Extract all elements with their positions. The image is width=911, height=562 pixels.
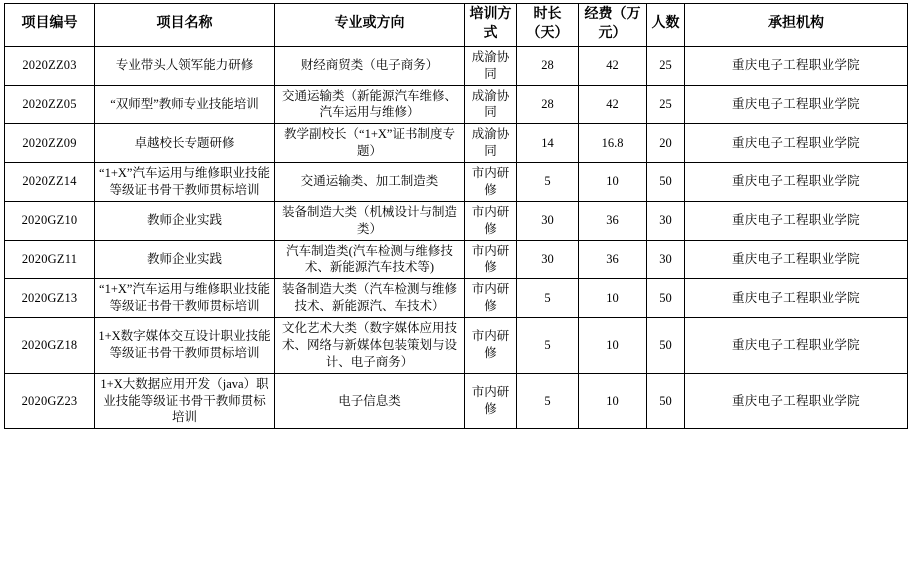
cell-project-name: “1+X”汽车运用与维修职业技能等级证书骨干教师贯标培训 bbox=[95, 163, 275, 202]
table-row bbox=[5, 124, 908, 163]
cell-project-name: 1+X数字媒体交互设计职业技能等级证书骨干教师贯标培训 bbox=[95, 318, 275, 374]
cell-project-name: 卓越校长专题研修 bbox=[95, 124, 275, 163]
cell-duration: 30 bbox=[517, 201, 579, 240]
cell-organization: 重庆电子工程职业学院 bbox=[685, 240, 908, 279]
column-header-training-mode: 培训方式 bbox=[465, 4, 517, 47]
cell-major: 文化艺术大类（数字媒体应用技术、网络与新媒体包装策划与设计、电子商务） bbox=[275, 318, 465, 374]
cell-duration: 28 bbox=[517, 46, 579, 85]
table-row bbox=[5, 201, 908, 240]
cell-training-mode: 市内研修 bbox=[465, 201, 517, 240]
cell-project-id: 2020GZ23 bbox=[5, 373, 95, 429]
cell-headcount: 20 bbox=[647, 124, 685, 163]
cell-project-name: “1+X”汽车运用与维修职业技能等级证书骨干教师贯标培训 bbox=[95, 279, 275, 318]
table-row bbox=[5, 279, 908, 318]
cell-project-name: 教师企业实践 bbox=[95, 240, 275, 279]
cell-project-name: 教师企业实践 bbox=[95, 201, 275, 240]
column-header-project-name: 项目名称 bbox=[95, 4, 275, 47]
cell-training-mode: 市内研修 bbox=[465, 240, 517, 279]
cell-training-mode: 成渝协同 bbox=[465, 46, 517, 85]
cell-funding: 36 bbox=[579, 240, 647, 279]
cell-major: 交通运输类、加工制造类 bbox=[275, 163, 465, 202]
cell-organization: 重庆电子工程职业学院 bbox=[685, 163, 908, 202]
cell-training-mode: 成渝协同 bbox=[465, 85, 517, 124]
cell-training-mode: 市内研修 bbox=[465, 318, 517, 374]
cell-duration: 5 bbox=[517, 318, 579, 374]
cell-funding: 36 bbox=[579, 201, 647, 240]
cell-organization: 重庆电子工程职业学院 bbox=[685, 373, 908, 429]
column-header-headcount: 人数 bbox=[647, 4, 685, 47]
cell-funding: 10 bbox=[579, 318, 647, 374]
table-row bbox=[5, 240, 908, 279]
cell-training-mode: 市内研修 bbox=[465, 163, 517, 202]
cell-project-id: 2020ZZ14 bbox=[5, 163, 95, 202]
cell-training-mode: 市内研修 bbox=[465, 279, 517, 318]
table-row bbox=[5, 46, 908, 85]
cell-training-mode: 成渝协同 bbox=[465, 124, 517, 163]
table-body bbox=[5, 46, 908, 429]
cell-organization: 重庆电子工程职业学院 bbox=[685, 124, 908, 163]
table-header-row bbox=[5, 4, 908, 47]
cell-project-id: 2020ZZ03 bbox=[5, 46, 95, 85]
cell-duration: 28 bbox=[517, 85, 579, 124]
cell-organization: 重庆电子工程职业学院 bbox=[685, 279, 908, 318]
cell-major: 装备制造大类（汽车检测与维修技术、新能源汽、车技术） bbox=[275, 279, 465, 318]
table-row bbox=[5, 318, 908, 374]
cell-organization: 重庆电子工程职业学院 bbox=[685, 85, 908, 124]
cell-funding: 42 bbox=[579, 85, 647, 124]
cell-major: 电子信息类 bbox=[275, 373, 465, 429]
cell-training-mode: 市内研修 bbox=[465, 373, 517, 429]
cell-project-name: “双师型”教师专业技能培训 bbox=[95, 85, 275, 124]
cell-funding: 16.8 bbox=[579, 124, 647, 163]
cell-headcount: 50 bbox=[647, 279, 685, 318]
cell-funding: 10 bbox=[579, 279, 647, 318]
cell-duration: 30 bbox=[517, 240, 579, 279]
column-header-duration: 时长（天） bbox=[517, 4, 579, 47]
cell-funding: 42 bbox=[579, 46, 647, 85]
cell-project-id: 2020ZZ09 bbox=[5, 124, 95, 163]
column-header-funding: 经费（万元） bbox=[579, 4, 647, 47]
cell-project-id: 2020GZ13 bbox=[5, 279, 95, 318]
cell-headcount: 25 bbox=[647, 46, 685, 85]
cell-project-id: 2020GZ10 bbox=[5, 201, 95, 240]
cell-funding: 10 bbox=[579, 163, 647, 202]
cell-major: 财经商贸类（电子商务） bbox=[275, 46, 465, 85]
cell-project-name: 1+X大数据应用开发（java）职业技能等级证书骨干教师贯标培训 bbox=[95, 373, 275, 429]
cell-major: 装备制造大类（机械设计与制造类） bbox=[275, 201, 465, 240]
cell-headcount: 30 bbox=[647, 240, 685, 279]
table-row bbox=[5, 85, 908, 124]
cell-funding: 10 bbox=[579, 373, 647, 429]
cell-major: 教学副校长（“1+X”证书制度专题） bbox=[275, 124, 465, 163]
cell-project-id: 2020ZZ05 bbox=[5, 85, 95, 124]
table-row bbox=[5, 163, 908, 202]
cell-headcount: 50 bbox=[647, 163, 685, 202]
cell-major: 交通运输类（新能源汽车维修、汽车运用与维修） bbox=[275, 85, 465, 124]
cell-headcount: 50 bbox=[647, 318, 685, 374]
cell-duration: 14 bbox=[517, 124, 579, 163]
cell-organization: 重庆电子工程职业学院 bbox=[685, 46, 908, 85]
table-row bbox=[5, 373, 908, 429]
cell-headcount: 30 bbox=[647, 201, 685, 240]
cell-headcount: 50 bbox=[647, 373, 685, 429]
project-table bbox=[4, 3, 908, 429]
table-header bbox=[5, 4, 908, 47]
column-header-project-id: 项目编号 bbox=[5, 4, 95, 47]
cell-duration: 5 bbox=[517, 163, 579, 202]
cell-project-name: 专业带头人领军能力研修 bbox=[95, 46, 275, 85]
cell-organization: 重庆电子工程职业学院 bbox=[685, 318, 908, 374]
cell-organization: 重庆电子工程职业学院 bbox=[685, 201, 908, 240]
cell-project-id: 2020GZ11 bbox=[5, 240, 95, 279]
column-header-organization: 承担机构 bbox=[685, 4, 908, 47]
cell-duration: 5 bbox=[517, 373, 579, 429]
cell-project-id: 2020GZ18 bbox=[5, 318, 95, 374]
cell-duration: 5 bbox=[517, 279, 579, 318]
cell-headcount: 25 bbox=[647, 85, 685, 124]
column-header-major: 专业或方向 bbox=[275, 4, 465, 47]
cell-major: 汽车制造类(汽车检测与维修技术、新能源汽车技术等) bbox=[275, 240, 465, 279]
